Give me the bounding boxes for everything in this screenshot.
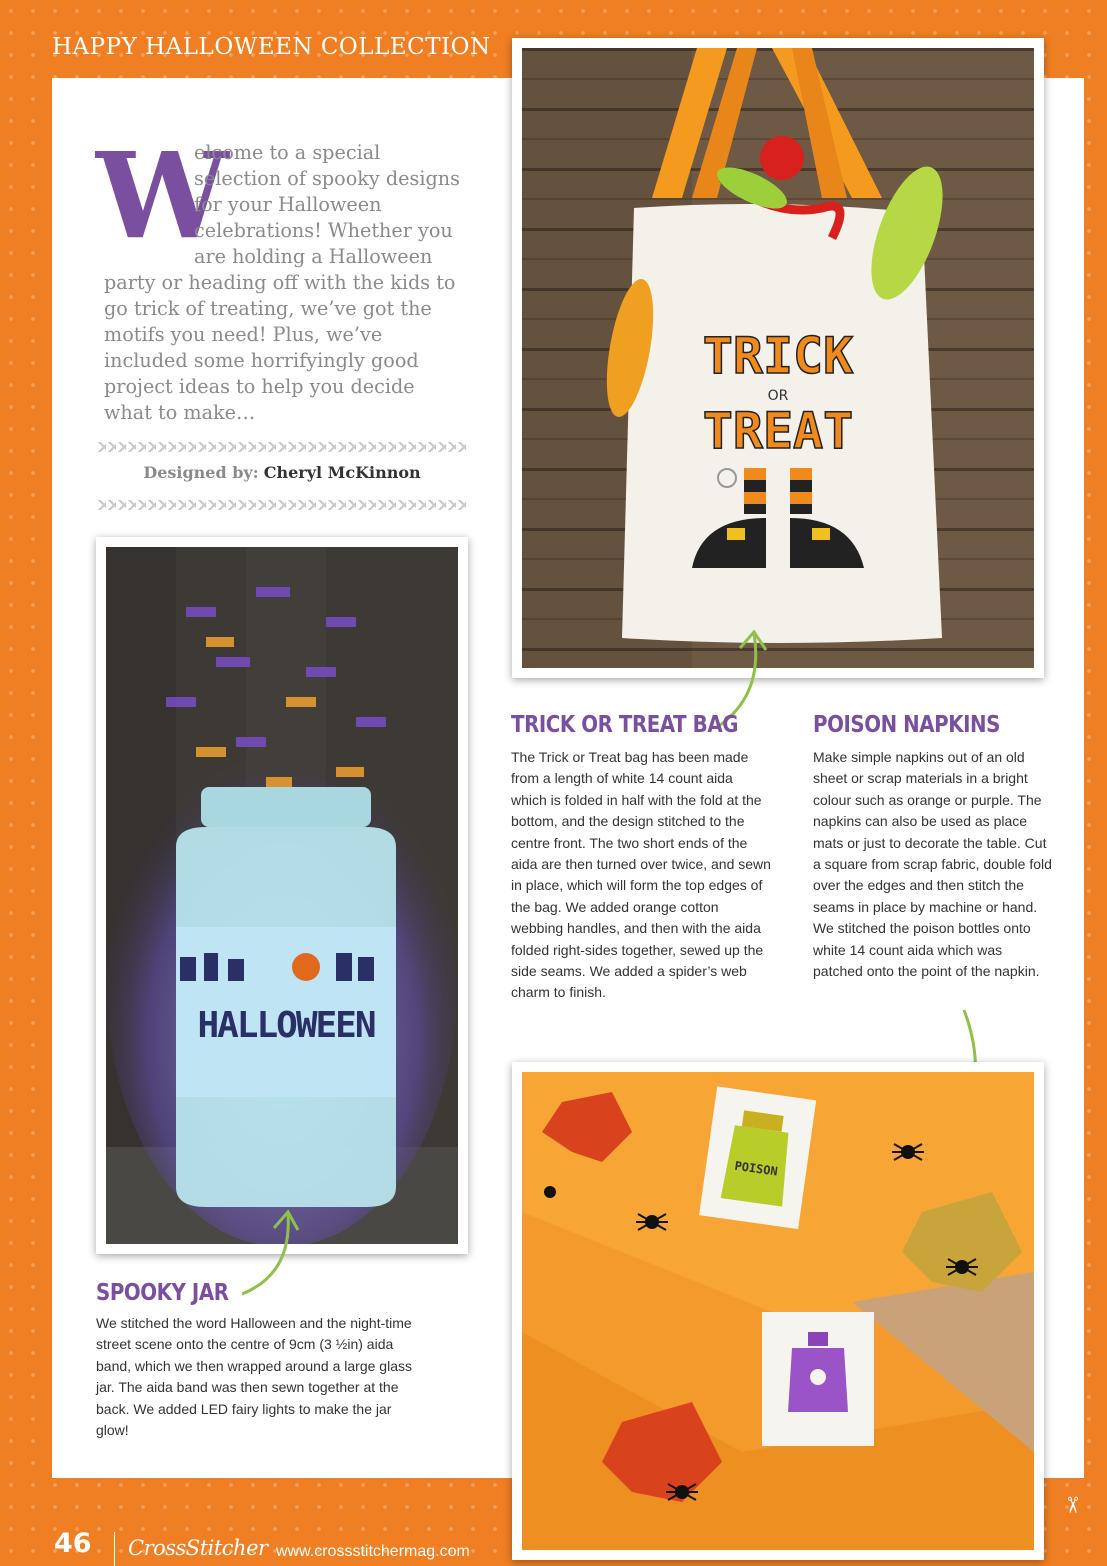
trick-section-body: The Trick or Treat bag has been made from a length of white 14 count aida which is folded in half with the fold at the bottom, and the design stitched to the centre front. The two short ends of the aida are then turned over twice, and sewn in place, which will form the top edges of the bag. We added orange cotton webbing handles, and then with the aida folded right-sides together, sewed up the side seams. We added a spider’s web charm to finish. [511, 749, 771, 1001]
jar-illustration [106, 547, 458, 1244]
stitch-divider [1060, 118, 1062, 188]
designer-name: Cheryl McKinnon [263, 463, 421, 482]
zigzag-divider-bottom [96, 500, 468, 510]
drop-cap: W [96, 126, 229, 265]
arrow-jar-icon [236, 1204, 300, 1300]
jar-section-title: SPOOKY JAR [96, 1280, 229, 1306]
poison-napkins-photo [512, 1062, 1044, 1560]
scissors-icon: ✂ [1060, 1495, 1086, 1515]
zigzag-divider-top [96, 442, 468, 452]
page-number: 46 [54, 1528, 92, 1559]
designer-credit [96, 463, 468, 482]
jar-word: HALLOWEEN [197, 1005, 375, 1046]
napkin-poison-label: POISON [733, 1158, 779, 1179]
poison-section-body: Make simple napkins out of an old sheet or scrap materials in a bright colour such as orange or purple. The napkins can also be used as place mats or just to decorate the table. Cut a square from scrap fabric, double fold over the edges and then stitch the seams in place by machine or hand. We stitched the poison bottles onto white 14 count aida which was patched onto the point of the napkin. [813, 749, 1052, 980]
jar-section-body: We stitched the word Halloween and the night-time street scene onto the centre of 9cm (3 ½in) aida band, which we then wrapped around a large glass jar. The aida band was then sewn together at the back. We added LED fairy lights to make the jar glow! [96, 1315, 412, 1439]
section-header: HAPPY HALLOWEEN COLLECTION [52, 34, 491, 60]
bag-illustration [522, 48, 1034, 668]
bag-word-treat: TREAT [702, 402, 854, 460]
trick-section-title: TRICK OR TREAT BAG [511, 712, 739, 738]
trick-or-treat-bag-photo [512, 38, 1044, 678]
credit-label: Designed by: [143, 463, 259, 482]
poison-section-title: POISON NAPKINS [813, 712, 1001, 738]
intro-text: elcome to a special selection of spooky designs for your Halloween celebrations! Whether you are holding a Halloween party or heading off with the kids to go trick of treating, we’ve got the motifs you need! Plus, we’ve included some horrifyingly good project ideas to help you decide what to make… [104, 141, 460, 424]
napkins-illustration [522, 1072, 1034, 1550]
intro-paragraph [96, 126, 464, 426]
bag-word-or: OR [767, 388, 789, 404]
footer-divider [114, 1532, 115, 1566]
spooky-jar-photo [96, 537, 468, 1254]
website-link[interactable]: www.crossstitchermag.com [276, 1543, 470, 1560]
magazine-brand: CrossStitcher [128, 1536, 268, 1560]
bag-word-trick: TRICK [702, 327, 854, 385]
